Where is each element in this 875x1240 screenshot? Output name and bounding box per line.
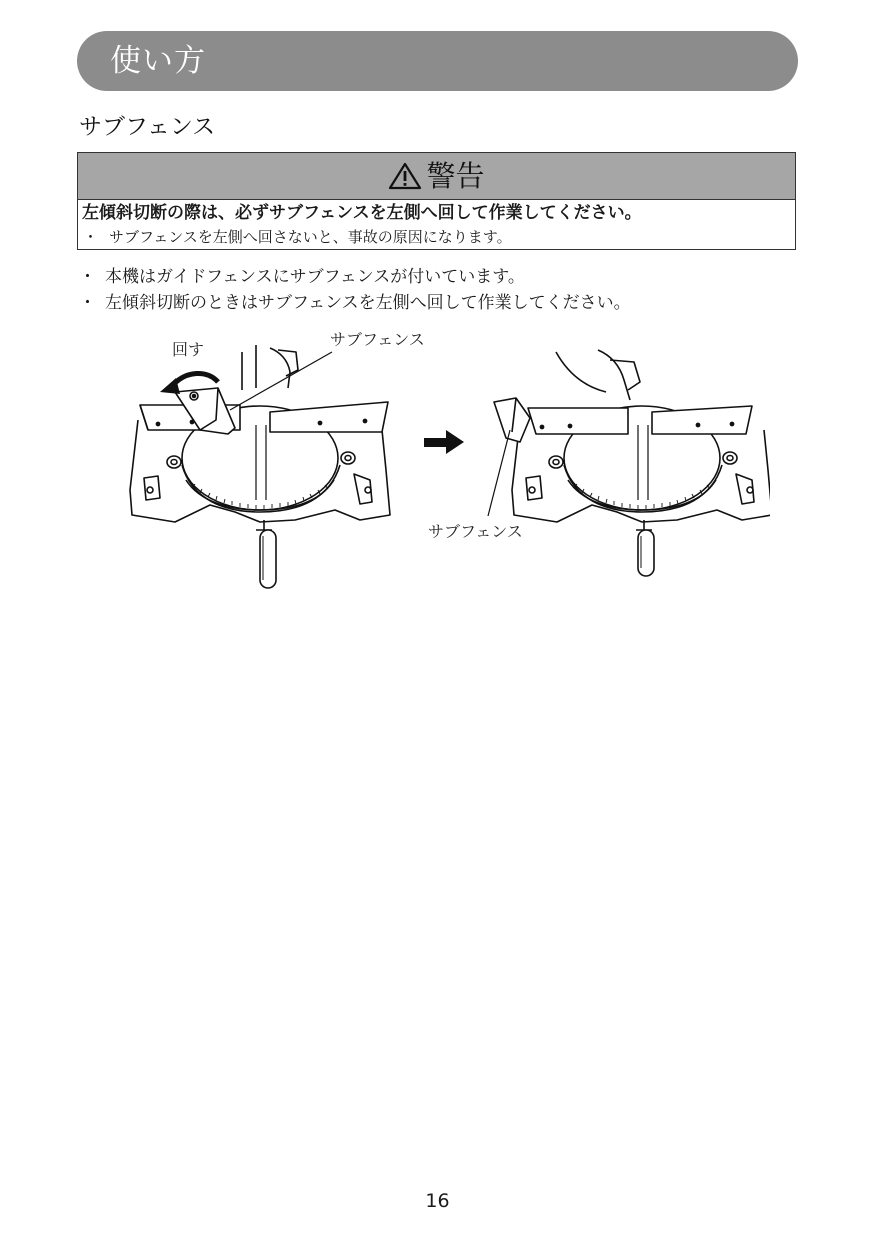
miter-saw-diagram [120, 330, 770, 595]
warning-sub-item [83, 226, 512, 248]
page-title: 使い方 [110, 43, 206, 79]
transition-arrow-icon [424, 430, 464, 454]
label-subfence-top: サブフェンス [330, 330, 425, 349]
list-item [79, 290, 631, 316]
label-rotate: 回す [172, 340, 205, 359]
list-item-text: 左傾斜切断のときはサブフェンスを左側へ回して作業してください。 [105, 293, 631, 313]
leader-line [488, 430, 510, 516]
bullet-marker: ・ [79, 293, 96, 313]
warning-triangle-icon [388, 161, 422, 191]
list-item [79, 264, 631, 290]
instruction-list [79, 264, 631, 316]
bullet-marker: ・ [83, 228, 99, 246]
list-item-text: 本機はガイドフェンスにサブフェンスが付いています。 [105, 267, 525, 287]
bullet-marker: ・ [79, 267, 96, 287]
warning-main-text: 左傾斜切断の際は、必ずサブフェンスを左側へ回して作業してください。 [82, 203, 642, 223]
label-subfence-bottom: サブフェンス [428, 522, 523, 541]
warning-header [78, 153, 795, 200]
leader-line [230, 352, 332, 410]
section-heading: サブフェンス [79, 114, 216, 140]
warning-sub-text: サブフェンスを左側へ回さないと、事故の原因になります。 [109, 228, 512, 246]
rotate-arrow-icon [172, 373, 218, 386]
section-header-bar [77, 31, 798, 91]
saw-after-rotation [494, 350, 770, 576]
page-number: 16 [425, 1190, 450, 1212]
warning-title: 警告 [426, 159, 485, 193]
warning-box [77, 152, 796, 250]
subfence-illustration [120, 330, 770, 595]
saw-before-rotation [130, 345, 390, 588]
